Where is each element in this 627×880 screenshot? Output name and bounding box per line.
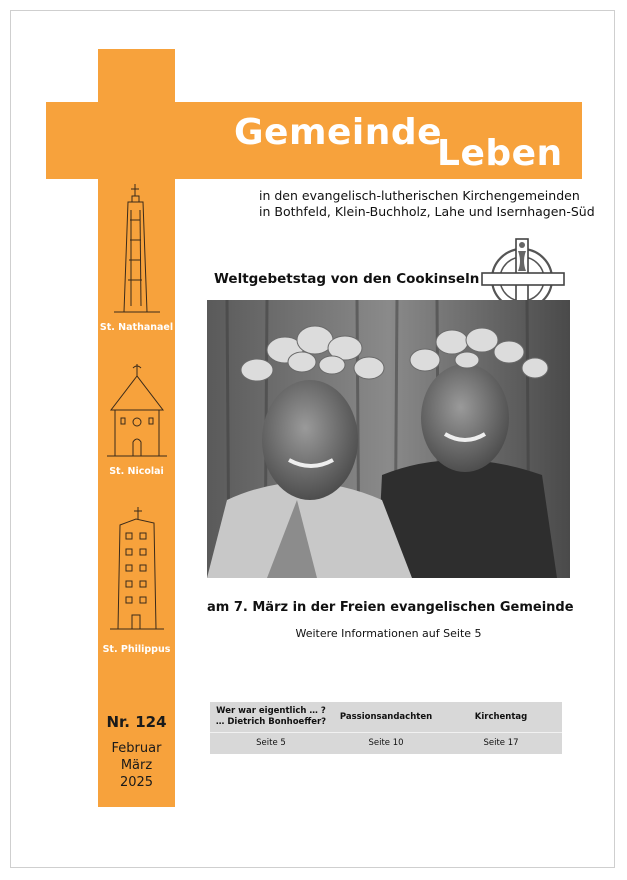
issue-year: 2025 — [119, 775, 154, 790]
toc-item-1-title-line1: Wer war eigentlich … ? — [216, 706, 326, 716]
toc-item-2-title[interactable]: Passionsandachten — [339, 712, 433, 722]
toc-item-1-page: Seite 5 — [256, 738, 286, 748]
issue-number: Nr. 124 — [106, 713, 167, 731]
issue-month2: März — [120, 758, 153, 773]
church-label-st-nicolai: St. Nicolai — [109, 466, 164, 477]
subtitle-line1: in den evangelisch-lutherischen Kirchengemeinden — [259, 188, 580, 203]
st-nathanael-church-drawing — [106, 180, 166, 320]
st-philippus-church-drawing — [106, 505, 168, 635]
church-label-st-philippus: St. Philippus — [102, 644, 171, 655]
masthead-title-line1: Gemeinde — [234, 112, 443, 153]
toc-item-1-title[interactable] — [212, 706, 330, 728]
toc-item-1-title-line2: … Dietrich Bonhoeffer? — [215, 717, 327, 727]
more-info-text: Weitere Informationen auf Seite 5 — [295, 627, 482, 640]
toc-divider — [210, 732, 562, 733]
masthead-subtitle — [259, 188, 595, 220]
toc-item-3-page: Seite 17 — [483, 738, 519, 748]
event-description: am 7. März in der Freien evangelischen Gemeinde — [207, 600, 574, 615]
toc-item-2-page: Seite 10 — [368, 738, 404, 748]
masthead-title-line2: Leben — [437, 133, 563, 174]
feature-headline: Weltgebetstag von den Cookinseln — [214, 271, 480, 287]
issue-month1: Februar — [111, 741, 162, 756]
subtitle-line2: in Bothfeld, Klein-Buchholz, Lahe und Isernhagen-Süd — [259, 204, 595, 219]
church-label-st-nathanael: St. Nathanael — [99, 322, 174, 333]
toc-item-3-title[interactable]: Kirchentag — [474, 712, 528, 722]
st-nicolai-church-drawing — [105, 362, 169, 462]
feature-photo — [207, 300, 570, 578]
